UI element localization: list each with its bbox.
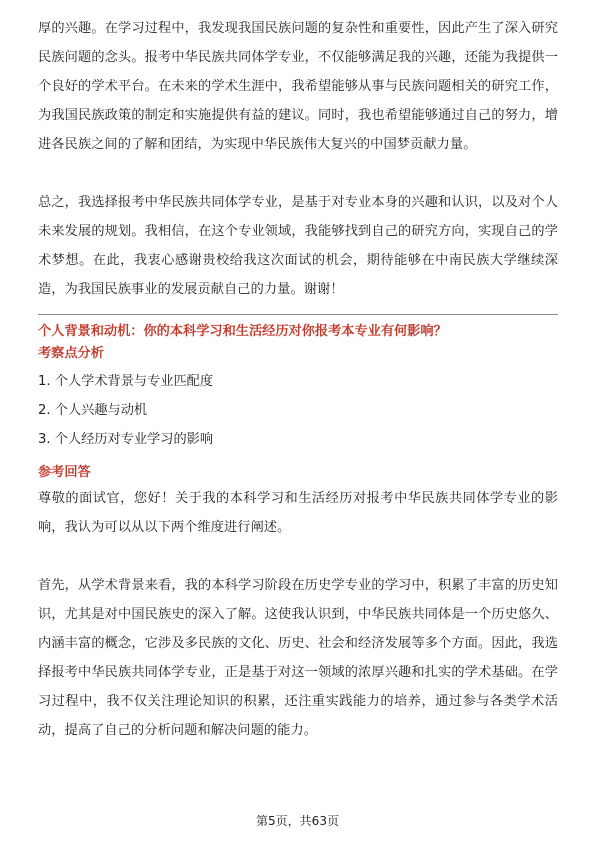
question-heading: 个人背景和动机：你的本科学习和生活经历对你报考本专业有何影响？ [38, 324, 447, 339]
spacer [38, 159, 558, 188]
list-item: 1. 个人学术背景与专业匹配度 [38, 374, 214, 389]
spacer [38, 454, 558, 462]
list-item: 3. 个人经历对专业学习的影响 [38, 432, 214, 447]
analysis-list [38, 367, 558, 454]
list-item: 2. 个人兴趣与动机 [38, 403, 148, 418]
page-number: 第5页，共63页 [256, 814, 339, 828]
document-page [38, 14, 558, 745]
analysis-title: 考察点分析 [38, 346, 104, 361]
intro-paragraph-1: 厚的兴趣。在学习过程中，我发现我国民族问题的复杂性和重要性，因此产生了深入研究民族问题的念头。报考中华民族共同体学专业，不仅能够满足我的兴趣，还能为我提供一个良好的学术平台。在未来的学术生涯中，我希望能够从事与民族问题相关的研究工作，为我国民族政策的制定和实施提供有益的建议。同时，我也希望能够通过自己的努力，增进各民族之间的了解和团结，为实现中华民族伟大复兴的中国梦贡献力量。 [38, 21, 558, 152]
answer-paragraph-1: 尊敬的面试官，您好！关于我的本科学习和生活经历对报考中华民族共同体学专业的影响，我认为可以从以下两个维度进行阐述。 [38, 491, 558, 535]
answer-paragraph-2: 首先，从学术背景来看，我的本科学习阶段在历史学专业的学习中，积累了丰富的历史知识，尤其是对中国民族史的深入了解。这使我认识到，中华民族共同体是一个历史悠久、内涵丰富的概念，它涉及多民族的文化、历史、社会和经济发展等多个方面。因此，我选择报考中华民族共同体学专业，正是基于对这一领域的浓厚兴趣和扎实的学术基础。在学习过程中，我不仅关注理论知识的积累，还注重实践能力的培养，通过参与各类学术活动，提高了自己的分析问题和解决问题的能力。 [38, 578, 558, 738]
answer-title: 参考回答 [38, 465, 91, 480]
spacer [38, 542, 558, 571]
intro-paragraph-2: 总之，我选择报考中华民族共同体学专业，是基于对专业本身的兴趣和认识，以及对个人未来发展的规划。我相信，在这个专业领域，我能够找到自己的研究方向，实现自己的学术梦想。在此，我衷心感谢贵校给我这次面试的机会，期待能够在中南民族大学继续深造，为我国民族事业的发展贡献自己的力量。谢谢！ [38, 195, 558, 297]
section-divider [38, 314, 558, 315]
